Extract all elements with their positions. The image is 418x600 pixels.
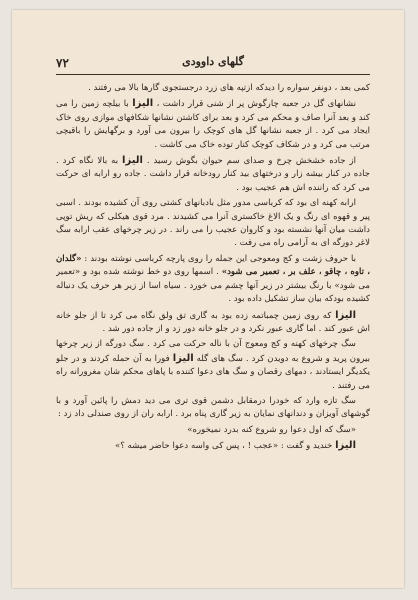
p5-text-a: با حروف زشت و کج ومعوجی این جمله را روی پارچه کرباسی نوشته بودند : [81, 253, 356, 264]
book-page [12, 10, 404, 588]
paragraph-2 [56, 97, 370, 152]
p8-text: سگ تازه وارد که خودرا درمقابل دشمن قوی تری می دید دمش را پائین آورد و با گوشهای آویزان و دندانهای نمایان به زیر گاری پناه برد . ارابه ران از روی صندلی داد زد : [56, 395, 370, 420]
p6-text: که روی زمین چمباتمه زده بود به گاری تق ولق نگاه می کرد تا از جلو خانه اش عبور کند . اما گاری عبور نکرد و در جلو خانه دور زد و از جاده دور شد . [56, 310, 370, 334]
page-number: ۷۲ [56, 56, 69, 70]
p3-text-b: به بالا نگاه کرد . جاده در کنار بیشه زار و درختهای بید کنار رودخانه قرار داشت . جاده رو ارابه ای حرکت می کرد که راننده اش هم عجیب بود . [56, 156, 370, 193]
character-name: الیزا [132, 98, 154, 110]
character-name: الیزا [122, 155, 143, 167]
character-name: الیزا [172, 352, 194, 364]
p9-text: «سگ که اول دعوا رو شروع کنه بدرد نمیخوره» [187, 424, 356, 435]
page-body [56, 82, 370, 560]
running-title: گلهای داوودی [182, 55, 244, 68]
character-name: الیزا [335, 440, 356, 452]
paragraph-4 [56, 197, 370, 251]
paragraph-8 [56, 395, 370, 422]
paragraph-10 [56, 439, 370, 453]
p5-text-b: . اسمها روی دو خط نوشته شده بود و «تعمیر می شود» با رنگ بیشتر در زیر آنها چشم می خورد . سیاه اسا از زیر هر حرف یک دنباله کشیده بودکه بیان ساز تشکیل داده بود . [56, 267, 370, 305]
p1-text: کمی بعد ، دونفر سواره را دیدکه ازتپه های زرد درجستجوی گارها بالا می رفتند . [88, 83, 370, 93]
p4-text: ارابه کهنه ای بود که کرباسی مدور مثل بادبانهای کشتی روی آن کشیده بودند . اسبی پیر و قهوه ای رنگ و یک الاغ خاکستری آنرا می کشیدند . مرد قوی هیکلی که ریش توپی داشت میان آنها نشسته بود و کاروان عجیب را می راند . در زیر چرخهای عقب ارابه سگ لاغر دورگه ای به آرامی راه می رفت . [56, 198, 370, 249]
paragraph-9 [56, 424, 370, 437]
paragraph-6 [56, 309, 370, 337]
p7-text-b: فورا به آن حمله کردند و در جلو یکدیگر ایستادند ، دمهای رقصان و سگ های دعوا کننده با پاهای محکم شان مغرورانه راه می رفتند . [56, 353, 370, 391]
paragraph-3 [56, 154, 370, 195]
p2-text-b: با بیلچه زمین را می کند و بعد آنرا صاف و محکم می کرد و بعد برای کاشتن نشانها شکافهای موازی روی خاک ایجاد می کرد . از جعبه نشانها گل های کوچک را بیرون می آورد و برگهایش را باقیچی مرتب می کرد و در شکاف کوچک کنار توده خاک می کاشت . [56, 99, 370, 150]
p7-text-a: سگ چرخهای کهنه و کج ومعوج آن با ناله حرکت می کرد . سگ دورگه از زیر چرخها بیرون پرید و شروع به دویدن کرد . سگ های گله [56, 339, 370, 364]
sign-words: «گلدان ، تاوه ، چاقو ، علف بر ، تعمیر می شود» [56, 253, 370, 278]
paragraph-7 [56, 338, 370, 393]
paragraph-5 [56, 253, 370, 307]
p3-text-a: از جاده خشخش چرخ و صدای سم حیوان بگوش رسید . [146, 156, 356, 167]
p10-text: خندید و گفت : «عجب ! ، پس کی واسه دعوا حاضر میشه ؟» [115, 441, 336, 452]
p2-text-a: نشانهای گل در جعبه چارگوش پر از شنی قرار داشت ، [153, 99, 356, 110]
page-header [56, 54, 370, 75]
paragraph-1 [56, 82, 370, 95]
character-name: الیزا [335, 309, 356, 321]
